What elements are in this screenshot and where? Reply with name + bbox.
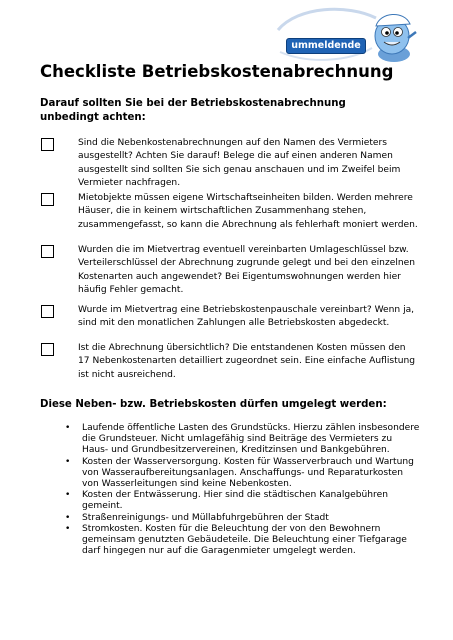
- checkbox[interactable]: [41, 343, 54, 356]
- checkbox[interactable]: [41, 138, 54, 151]
- list-item: [40, 423, 420, 457]
- list-item-text: Kosten der Entwässerung. Hier sind die städtischen Kanalgebühren gemeint.: [82, 490, 388, 512]
- list-item-text: Kosten der Wasserversorgung. Kosten für Wasserverbrauch und Wartung von Wasseraufbereitungsanlagen. Anschaffungs- und Reparaturkosten von Wasserleitungen sind keine Nebenkosten.: [82, 456, 414, 490]
- checklist-item-text: Ist die Abrechnung übersichtlich? Die entstandenen Kosten müssen den 17 Nebenkostenarten detailliert zugeordnet sein. Eine einfache Auflistung ist nicht ausreichend.: [78, 343, 415, 380]
- checkbox[interactable]: [41, 193, 54, 206]
- list-item-text: Straßenreinigungs- und Müllabfuhrgebühren der Stadt: [82, 512, 329, 523]
- checklist-item-text: Wurden die im Mietvertrag eventuell vereinbarten Umlageschlüssel bzw. Verteilerschlüssel der Abrechnung zugrunde gelegt und bei den einzelnen Kostenarten auch angewendet? Bei Eigentumswohnungen werden hier häufig Fehler gemacht.: [78, 245, 415, 296]
- list-item-text: Stromkosten. Kosten für die Beleuchtung der von den Bewohnern gemeinsam genutzten Gebäudeteile. Die Beleuchtung einer Tiefgarage darf hingegen nur auf die Garagenmieter umgelegt werden.: [82, 523, 407, 557]
- list-item: [40, 457, 420, 491]
- bullet-list: [40, 423, 420, 557]
- checkbox[interactable]: [41, 245, 54, 258]
- bullet-icon: •: [65, 456, 71, 467]
- checklist-item: [40, 192, 420, 232]
- bullet-icon: •: [65, 523, 71, 534]
- checklist-item-text: Mietobjekte müssen eigene Wirtschaftseinheiten bilden. Werden mehrere Häuser, die in keinem wirtschaftlichen Zusammenhang stehen, zusammengefasst, so kann die Abrechnung als fehlerhaft moniert werden.: [78, 193, 418, 230]
- bullet-icon: •: [65, 512, 71, 523]
- list-item-text: Laufende öffentliche Lasten des Grundstücks. Hierzu zählen insbesondere die Grundsteuer. Nicht umlagefähig sind Beiträge des Vermieters zu Haus- und Grundbesitzervereinen, Kreditzinsen und Bankgebühren.: [82, 423, 420, 456]
- checklist-item: [40, 244, 420, 298]
- list-item: [40, 513, 420, 524]
- checklist-item-text: Wurde im Mietvertrag eine Betriebskostenpauschale vereinbart? Wenn ja, sind mit den monatlichen Zahlungen alle Betriebskosten abgedeckt.: [78, 305, 415, 329]
- checklist-item: [40, 304, 420, 331]
- list-item: [40, 524, 420, 558]
- logo-text: ummeldende: [286, 38, 366, 54]
- bullet-icon: •: [65, 490, 71, 501]
- checklist-item: [40, 137, 420, 191]
- checklist-item: [40, 342, 420, 382]
- bullet-icon: •: [65, 423, 71, 433]
- logo: [268, 4, 418, 66]
- checkbox[interactable]: [41, 305, 54, 318]
- intro-heading: Darauf sollten Sie bei der Betriebskostenabrechnung unbedingt achten:: [40, 98, 346, 123]
- list-item: [40, 490, 420, 512]
- section-heading: Diese Neben- bzw. Betriebskosten dürfen umgelegt werden:: [40, 399, 387, 410]
- checklist-item-text: Sind die Nebenkostenabrechnungen auf den Namen des Vermieters ausgestellt? Achten Sie darauf! Belege die auf einen anderen Namen ausgestellt sind sollten Sie sich genau anschauen und im Zweifel beim Vermieter nachfragen.: [78, 138, 401, 189]
- page-title: Checkliste Betriebskostenabrechnung: [40, 62, 394, 81]
- mascot-logo-graphic: [268, 4, 418, 66]
